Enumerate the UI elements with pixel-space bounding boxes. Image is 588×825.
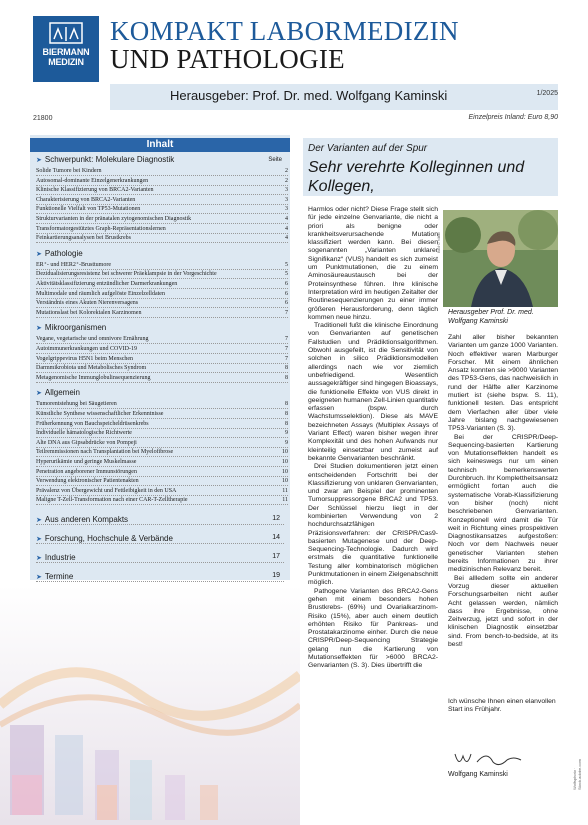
- publication-number: 21800: [33, 115, 53, 122]
- toc-entry-page: 11: [282, 497, 288, 504]
- closing-text: Ich wünsche Ihnen einen elanvollen Start ins Frühjahr.: [448, 698, 556, 714]
- editorial-kicker: Der Varianten auf der Spur: [308, 143, 428, 154]
- toc-entry[interactable]: [36, 458, 288, 467]
- toc-entry-page: 7: [285, 355, 288, 362]
- toc-entry-title: Maligne T-Zell-Transformation nach einer CAR-T-Zelltherapie: [36, 497, 188, 504]
- editor-bar: [110, 84, 558, 110]
- toc-entry-title: Alte DNA aus Gipsabdrücke von Pompeji: [36, 439, 137, 446]
- toc-entry-page: 4: [285, 235, 288, 242]
- toc-entry-title: Metagenomische Immunglobulinsequenzierung: [36, 374, 151, 381]
- toc-entry[interactable]: [36, 225, 288, 234]
- toc-entry-page: 8: [285, 365, 288, 372]
- issue-number: 1/2025: [536, 90, 558, 97]
- toc-entry-title: Vegane, vegetarische und omnivore Ernährung: [36, 336, 149, 343]
- editorial-paragraph: Bei der CRISPR/Deep-Sequencing-basierten Kartierung von Mutationseffekten handelt es sich keineswegs nur um einen technisch bemerkenswerten Durchbruch. Ihr Komplettheitsansatz ermöglicht fortan auch die systematische Vorab-Klassifizierung von bisher (noch) nicht beschriebenen Genvarianten. Konzeptionell wird damit die Tür weit in Richtung eines prospektiven Diagnostikansatzes aufgestoßen: Noch vor dem Nachweis neuer genetischer Varianten stehen bereits Informationen zu ihrer medizinischen Relevanz bereit.: [448, 433, 558, 574]
- toc-extra-page: 14: [272, 534, 280, 541]
- toc-entry-title: Charakterisierung von BRCA2-Varianten: [36, 196, 136, 203]
- toc-entry-title: Hyperurikämie und geringe Muskelmasse: [36, 459, 137, 465]
- arrow-icon: ➤: [36, 517, 42, 524]
- photo-caption-line2: Wolfgang Kaminski: [448, 317, 508, 325]
- photo-caption-line1: Herausgeber Prof. Dr. med.: [448, 309, 534, 316]
- toc-entry-page: 5: [285, 261, 288, 268]
- lab-glassware-image: [0, 585, 300, 825]
- toc-entry-title: Autosomal-dominante Einzelgenerkrankungen: [36, 177, 149, 184]
- arrow-icon: ➤: [36, 536, 42, 543]
- editorial-paragraph: Drei Studien dokumentieren jetzt einen entscheidenden Fortschritt bei der Klassifizierung von unklaren Genvarianten, und zwar am Beispiel der prominenten Tumorsuppressorgene BRCA2 und TP53. Der Schlüssel hierzu liegt in der kombinierten Verwendung von 2 hochdurchsatzfähigen Präzisionsverfahren: der CRISPR/Cas9-basierten Mutagenese und der Deep-Sequencing-Technologie. Dadurch wird erstmals die quantitative funktionelle Testung aller kombinatorisch möglichen Punktmutationen in einem Zielgenabschnitt möglich.: [308, 463, 438, 587]
- toc-entry-title: Verwendung elektronischer Patientenakten: [36, 478, 139, 485]
- toc-entry[interactable]: [36, 364, 288, 373]
- toc-entry-page: 5: [285, 271, 288, 278]
- photo-credit: Bild © Nikki: [436, 232, 441, 253]
- toc-entry-title: Solide Tumore bei Kindern: [36, 168, 102, 174]
- toc-entry-page: 10: [282, 478, 288, 485]
- logo-line1: BIERMANN: [42, 47, 90, 57]
- toc-extra-title: Aus anderen Kompakts: [44, 515, 129, 524]
- toc-entry-page: 10: [282, 449, 288, 456]
- arrow-icon: ➤: [36, 555, 42, 562]
- arrow-icon: ➤: [36, 574, 42, 581]
- toc-entry-page: 8: [285, 401, 288, 408]
- toc-entry[interactable]: [36, 290, 288, 299]
- toc-entry[interactable]: [36, 477, 288, 486]
- toc-entry-title: Klinische Klassifizierung von BRCA2-Varianten: [36, 187, 154, 194]
- price: Einzelpreis Inland: Euro 8,90: [468, 114, 558, 121]
- toc-entry-page: 3: [285, 206, 288, 213]
- photo-caption: [448, 309, 534, 326]
- signature-name: Wolfgang Kaminski: [448, 771, 508, 778]
- toc-entry-page: 4: [285, 216, 288, 222]
- toc-section-heading: [36, 155, 174, 164]
- toc-entry-title: Transformatorgestütztes Graph-Repräsentationslernen: [36, 225, 166, 232]
- toc-entry-title: Darmmikrobiota und Metabolisches Syndrom: [36, 365, 147, 372]
- toc-entry[interactable]: [36, 280, 288, 289]
- toc-entry-page: 7: [285, 309, 288, 316]
- toc-entry-page: 6: [285, 300, 288, 307]
- editorial-paragraph: Pathogene Varianten des BRCA2-Gens gehen mit einem besonders hohen Brustkrebs- (69%) und Ovarialkarzinom-Risiko (15%), aber auch einem deutlich erhöhten Risiko für Pankreas- und Prostatakarzinome einher. Durch die neue CRISPR/Deep-Sequencing Strategie gelang nun die Kartierung von Mutationseffekten für >6000 BRCA2-Genvarianten (S. 3). Dies übertrifft die: [308, 587, 438, 670]
- toc-entry[interactable]: [36, 270, 288, 279]
- toc-entry[interactable]: [36, 439, 288, 448]
- toc-section-title: Mikroorganismen: [44, 323, 107, 333]
- arrow-icon: ➤: [36, 157, 42, 164]
- toc-entry[interactable]: [36, 186, 288, 195]
- toc-entry-title: Multimodale und räumlich aufgelöste Einzelzelldaten: [36, 290, 165, 297]
- toc-entry-page: 6: [285, 290, 288, 297]
- journal-title-line1: KOMPAKT LABORMEDIZIN: [110, 16, 459, 46]
- toc-entry-page: 3: [285, 187, 288, 194]
- toc-section-heading: [36, 323, 106, 332]
- toc-entry-title: Vogelgrippevirus H5N1 beim Menschen: [36, 355, 134, 362]
- toc-entry-title: Autoimmunerkrankungen und COVID-19: [36, 346, 137, 352]
- toc-entry[interactable]: [36, 261, 288, 270]
- editorial-paragraph: Bei allledem sollte ein anderer Vorzug dieser aktuellen Forschungsarbeiten nicht außer Acht gelassen werden, nämlich dass ihre Ergebnisse, ohne Zeitverzug, jetzt und sofort in der klinischen Diagnostik einsetzbar sind. From bench-to-bedside, at its best!: [448, 574, 558, 648]
- toc-entry-page: 2: [285, 168, 288, 174]
- toc-entry-title: Individuelle hämatologische Richtwerte: [36, 430, 132, 437]
- toc-section-heading: [36, 388, 80, 397]
- toc-entry-title: Teilremmissionen nach Transplantation bei Myelofibrose: [36, 449, 174, 456]
- toc-entry[interactable]: [36, 420, 288, 429]
- toc-extra-title: Termine: [44, 572, 74, 581]
- toc-entry-page: 11: [282, 487, 288, 494]
- toc-section-title: Allgemein: [44, 388, 81, 398]
- toc-entry[interactable]: [36, 167, 288, 176]
- publisher-logo: [33, 16, 99, 82]
- arrow-icon: ➤: [36, 325, 42, 333]
- toc-extra-section[interactable]: [36, 515, 284, 525]
- toc-entry[interactable]: [36, 345, 288, 354]
- toc-entry-page: 7: [285, 346, 288, 352]
- editorial-paragraph: Harmlos oder nicht? Diese Frage stellt sich für jede einzelne Genvariante, die nicht a priori als benigne oder krankheitsverursachende Mutation klassifiziert werden kann. Bei diesen sogenannten „Varianten unklarer Signifikanz“ (VUS) handelt es sich zumeist um Punktmutationen, die zu einem Aminosäureaustausch bei der Proteinsynthese führen. Ihre klinische Interpretation wird im heutigen Zeitalter der Routinesequenzierungen zu einer immer größeren Herausforderung, denn täglich kommen neue hinzu.: [308, 206, 438, 321]
- toc-entry[interactable]: [36, 496, 288, 505]
- toc-entry-title: Strukturvarianten in der pränatalen zytogenomischen Diagnostik: [36, 216, 192, 222]
- toc-entry[interactable]: [36, 299, 288, 308]
- image-credit-side: Wolfsphoto · Stock.adobe.com: [572, 759, 582, 790]
- toc-entry-page: 8: [285, 374, 288, 381]
- toc-entry-title: Künstliche Synthese wissenschaftlicher Erkenntnisse: [36, 411, 164, 417]
- toc-entry-title: Aktivitätsklassifizierung entzündlicher Darmerkrankungen: [36, 281, 178, 287]
- toc-entry[interactable]: [36, 205, 288, 214]
- toc-entry-title: Früherkennung von Bauchspeicheldrüsenkrebs: [36, 420, 149, 427]
- toc-entry[interactable]: [36, 177, 288, 186]
- toc-entry-title: ER⁺- und HER2⁺-Brusttumore: [36, 261, 111, 268]
- toc-entry-page: 7: [285, 336, 288, 343]
- editor-name: Herausgeber: Prof. Dr. med. Wolfgang Kaminski: [170, 88, 448, 103]
- toc-entry-page: 10: [282, 459, 288, 465]
- toc-section-title: Pathologie: [44, 248, 83, 258]
- toc-section-heading: [36, 249, 83, 258]
- toc-entry-page: 6: [285, 281, 288, 287]
- toc-extra-title: Industrie: [44, 553, 76, 562]
- toc-entry[interactable]: [36, 429, 288, 438]
- editorial-header: [303, 138, 558, 196]
- toc-entry-title: Feinkartierungsanalysen bei Brustkrebs: [36, 235, 131, 242]
- toc-entry-page: 4: [285, 225, 288, 232]
- toc-entry[interactable]: [36, 400, 288, 409]
- toc-entry[interactable]: [36, 410, 288, 419]
- toc-entry-title: Dezidualisierungsresistenz bei schwerer Präeklampsie in der Vorgeschichte: [36, 271, 217, 278]
- toc-entry-title: Funktionelle Vielfalt von TP53-Mutationen: [36, 206, 141, 213]
- toc-entry[interactable]: [36, 468, 288, 477]
- toc-entry-title: Verständnis eines Akuten Nierenversagens: [36, 300, 139, 307]
- toc-entry-page: 8: [285, 420, 288, 427]
- toc-extra-page: 12: [272, 515, 280, 522]
- toc-extra-title: Forschung, Hochschule & Verbände: [44, 534, 173, 543]
- crest-icon: [46, 21, 86, 47]
- toc-entry-title: Tumorentstehung bei Säugetieren: [36, 401, 117, 408]
- toc-entry[interactable]: [36, 215, 288, 224]
- editorial-column-1: [308, 206, 438, 671]
- toc-entry[interactable]: [36, 487, 288, 496]
- editorial-column-2: [448, 334, 558, 649]
- journal-title-line2: UND PATHOLOGIE: [110, 44, 345, 74]
- toc-entry[interactable]: [36, 309, 288, 318]
- toc-page-label: Seite: [268, 157, 282, 163]
- editorial-paragraph: Zahl aller bisher bekannten Varianten um ganze 1000 Varianten. Noch effektiver waren Marburger Forscher. Mit einem ähnlichen Ansatz konnten sie >9000 Varianten des TP53-Gens, das nachweislich in rund der Hälfte aller Karzinome mutiert ist (siehe bspw. S. 11), funktionell testen. Das entspricht dem Vierfachen aller über viele Jahre bislang nachgewiesenen TP53-Varianten (S. 3).: [448, 334, 558, 433]
- toc-heading: Inhalt: [30, 138, 290, 152]
- table-of-contents: [30, 135, 290, 580]
- arrow-icon: ➤: [36, 250, 42, 258]
- toc-entry-page: 9: [285, 430, 288, 437]
- toc-extra-page: 17: [272, 553, 280, 560]
- toc-entry[interactable]: [36, 355, 288, 364]
- toc-entry-page: 10: [282, 468, 288, 475]
- toc-entry[interactable]: [36, 335, 288, 344]
- editorial: [303, 138, 558, 818]
- toc-entry-page: 9: [285, 439, 288, 446]
- toc-entry-page: 3: [285, 196, 288, 203]
- signature-image: [453, 748, 523, 770]
- logo-line2: MEDIZIN: [48, 57, 84, 67]
- toc-extra-section[interactable]: [36, 572, 284, 582]
- toc-extra-section[interactable]: [36, 553, 284, 563]
- toc-entry-page: 2: [285, 177, 288, 184]
- toc-entry[interactable]: [36, 196, 288, 205]
- editorial-paragraph: Traditionell fußt die klinische Einordnung von Genvarianten auf genetischen Fallstudien und Prädiktionsalgorithmen. Obwohl ausgefeilt, ist die Sensitivität von solchen in silico Prädiktionsmodellen allerdings nach wie vor ziemlich unbefriedigend. Wesentlich aussagekräftiger sind hingegen Bioassays, die funktionelle Effekte von VUS direkt in geeigneten humanen Zell-Linien quantitativ erfassen (bspw. durch Wachstumsselektion). Diese als MAVE bezeichneten Assays (Multiplex Assays of Variant Effect) waren bisher wegen ihrer Komplexität und des hohen Aufwands nur kleinteilig einsetzbar und zumeist auf bekannte Genvarianten beschränkt.: [308, 322, 438, 462]
- arrow-icon: ➤: [36, 390, 42, 398]
- toc-entry[interactable]: [36, 234, 288, 243]
- toc-entry-title: Prävalenz von Übergewicht und Fettleibigkeit in den USA: [36, 487, 177, 494]
- toc-entry[interactable]: [36, 448, 288, 457]
- toc-extra-page: 19: [272, 572, 280, 579]
- toc-section-title: Schwerpunkt: Molekulare Diagnostik: [44, 155, 175, 164]
- editorial-title: Sehr verehrte Kolleginnen und Kollegen,: [308, 159, 525, 195]
- toc-entry-title: Penetration angeborener Immunstörungen: [36, 468, 137, 475]
- toc-entry-title: Mutationslast bei Kolorektalen Karzinomen: [36, 309, 142, 316]
- toc-extra-section[interactable]: [36, 534, 284, 544]
- toc-entry[interactable]: [36, 374, 288, 383]
- toc-entry-page: 8: [285, 411, 288, 417]
- editor-photo: [443, 210, 558, 307]
